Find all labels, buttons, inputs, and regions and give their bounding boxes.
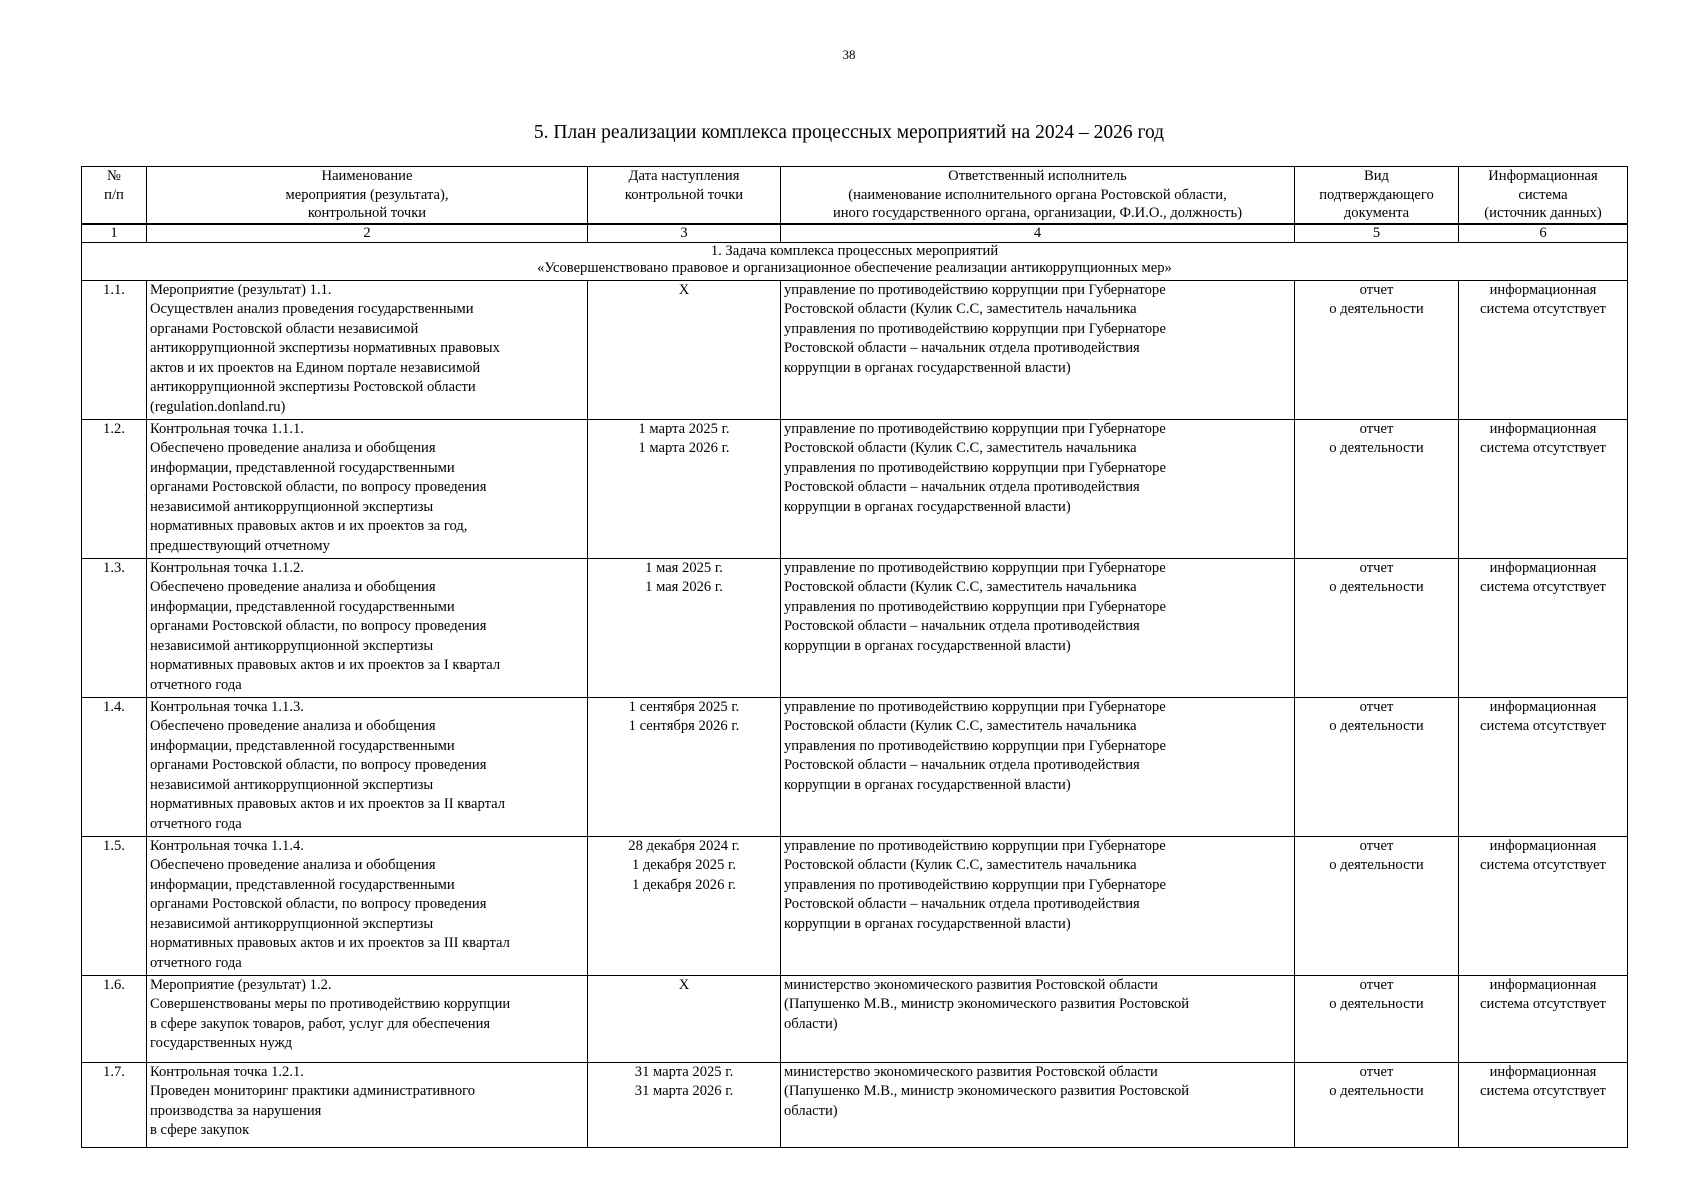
row-number: 1.1. xyxy=(82,280,147,419)
column-number: 3 xyxy=(588,224,781,243)
row-date: 1 сентября 2025 г. 1 сентября 2026 г. xyxy=(588,697,781,836)
row-number: 1.2. xyxy=(82,419,147,558)
header-cell-date: Дата наступления контрольной точки xyxy=(588,167,781,224)
row-document: отчет о деятельности xyxy=(1295,975,1459,1062)
row-executor: управление по противодействию коррупции при Губернаторе Ростовской области (Кулик С.С, заместитель начальника управления по противодействию коррупции при Губернаторе Ростовской области – начальник отдела противодействия коррупции в органах государственной власти) xyxy=(781,697,1295,836)
row-executor: министерство экономического развития Ростовской области (Папушенко М.В., министр экономического развития Ростовской области) xyxy=(781,975,1295,1062)
row-number: 1.7. xyxy=(82,1062,147,1147)
document-title: 5. План реализации комплекса процессных мероприятий на 2024 – 2026 год xyxy=(533,122,1165,143)
row-system: информационная система отсутствует xyxy=(1459,1062,1628,1147)
row-executor: управление по противодействию коррупции при Губернаторе Ростовской области (Кулик С.С, заместитель начальника управления по противодействию коррупции при Губернаторе Ростовской области – начальник отдела противодействия коррупции в органах государственной власти) xyxy=(781,836,1295,975)
row-system: информационная система отсутствует xyxy=(1459,419,1628,558)
table-row xyxy=(82,975,1628,1062)
column-number: 1 xyxy=(82,224,147,243)
row-number: 1.4. xyxy=(82,697,147,836)
column-number: 5 xyxy=(1295,224,1459,243)
row-date: 31 марта 2025 г. 31 марта 2026 г. xyxy=(588,1062,781,1147)
row-executor: управление по противодействию коррупции при Губернаторе Ростовской области (Кулик С.С, заместитель начальника управления по противодействию коррупции при Губернаторе Ростовской области – начальник отдела противодействия коррупции в органах государственной власти) xyxy=(781,419,1295,558)
header-row xyxy=(82,167,1628,224)
row-date: 1 марта 2025 г. 1 марта 2026 г. xyxy=(588,419,781,558)
row-name: Контрольная точка 1.1.4. Обеспечено проведение анализа и обобщения информации, представленной государственными органами Ростовской области, по вопросу проведения независимой антикоррупционной экспертизы нормативных правовых актов и их проектов за III квартал отчетного года xyxy=(147,836,588,975)
row-executor: управление по противодействию коррупции при Губернаторе Ростовской области (Кулик С.С, заместитель начальника управления по противодействию коррупции при Губернаторе Ростовской области – начальник отдела противодействия коррупции в органах государственной власти) xyxy=(781,280,1295,419)
column-number: 6 xyxy=(1459,224,1628,243)
row-system: информационная система отсутствует xyxy=(1459,697,1628,836)
row-name: Контрольная точка 1.1.1. Обеспечено проведение анализа и обобщения информации, представленной государственными органами Ростовской области, по вопросу проведения независимой антикоррупционной экспертизы нормативных правовых актов и их проектов за год, предшествующий отчетному xyxy=(147,419,588,558)
header-cell-document: Вид подтверждающего документа xyxy=(1295,167,1459,224)
row-date: 28 декабря 2024 г. 1 декабря 2025 г. 1 декабря 2026 г. xyxy=(588,836,781,975)
row-document: отчет о деятельности xyxy=(1295,836,1459,975)
header-cell-number: № п/п xyxy=(82,167,147,224)
column-number-row xyxy=(82,224,1628,243)
row-document: отчет о деятельности xyxy=(1295,558,1459,697)
plan-table xyxy=(81,166,1628,1148)
header-cell-name: Наименование мероприятия (результата), контрольной точки xyxy=(147,167,588,224)
column-number: 2 xyxy=(147,224,588,243)
row-document: отчет о деятельности xyxy=(1295,1062,1459,1147)
row-executor: министерство экономического развития Ростовской области (Папушенко М.В., министр экономического развития Ростовской области) xyxy=(781,1062,1295,1147)
table-row xyxy=(82,697,1628,836)
row-name: Мероприятие (результат) 1.2. Совершенствованы меры по противодействию коррупции в сфере закупок товаров, работ, услуг для обеспечения государственных нужд xyxy=(147,975,588,1062)
row-document: отчет о деятельности xyxy=(1295,697,1459,836)
row-number: 1.5. xyxy=(82,836,147,975)
row-date: X xyxy=(588,975,781,1062)
row-name: Контрольная точка 1.1.2. Обеспечено проведение анализа и обобщения информации, представленной государственными органами Ростовской области, по вопросу проведения независимой антикоррупционной экспертизы нормативных правовых актов и их проектов за I квартал отчетного года xyxy=(147,558,588,697)
task-heading: 1. Задача комплекса процессных мероприятий «Усовершенствовано правовое и организационное обеспечение реализации антикоррупционных мер» xyxy=(82,242,1628,280)
row-document: отчет о деятельности xyxy=(1295,419,1459,558)
row-name: Контрольная точка 1.2.1. Проведен мониторинг практики административного производства за нарушения в сфере закупок xyxy=(147,1062,588,1147)
column-number: 4 xyxy=(781,224,1295,243)
row-name: Мероприятие (результат) 1.1. Осуществлен анализ проведения государственными органами Ростовской области независимой антикоррупционной экспертизы нормативных правовых актов и их проектов на Едином портале независимой антикоррупционной экспертизы Ростовской области (regulation.donland.ru) xyxy=(147,280,588,419)
row-date: X xyxy=(588,280,781,419)
row-document: отчет о деятельности xyxy=(1295,280,1459,419)
header-cell-executor: Ответственный исполнитель (наименование исполнительного органа Ростовской области, иного государственного органа, организации, Ф.И.О., должность) xyxy=(781,167,1295,224)
table-row xyxy=(82,1062,1628,1147)
row-executor: управление по противодействию коррупции при Губернаторе Ростовской области (Кулик С.С, заместитель начальника управления по противодействию коррупции при Губернаторе Ростовской области – начальник отдела противодействия коррупции в органах государственной власти) xyxy=(781,558,1295,697)
table-row xyxy=(82,558,1628,697)
row-number: 1.3. xyxy=(82,558,147,697)
row-system: информационная система отсутствует xyxy=(1459,836,1628,975)
table-row xyxy=(82,836,1628,975)
page-number: 38 xyxy=(842,47,856,62)
table-row xyxy=(82,280,1628,419)
row-date: 1 мая 2025 г. 1 мая 2026 г. xyxy=(588,558,781,697)
row-number: 1.6. xyxy=(82,975,147,1062)
header-cell-system: Информационная система (источник данных) xyxy=(1459,167,1628,224)
task-row xyxy=(82,242,1628,280)
row-system: информационная система отсутствует xyxy=(1459,558,1628,697)
row-name: Контрольная точка 1.1.3. Обеспечено проведение анализа и обобщения информации, представленной государственными органами Ростовской области, по вопросу проведения независимой антикоррупционной экспертизы нормативных правовых актов и их проектов за II квартал отчетного года xyxy=(147,697,588,836)
table-row xyxy=(82,419,1628,558)
row-system: информационная система отсутствует xyxy=(1459,280,1628,419)
row-system: информационная система отсутствует xyxy=(1459,975,1628,1062)
